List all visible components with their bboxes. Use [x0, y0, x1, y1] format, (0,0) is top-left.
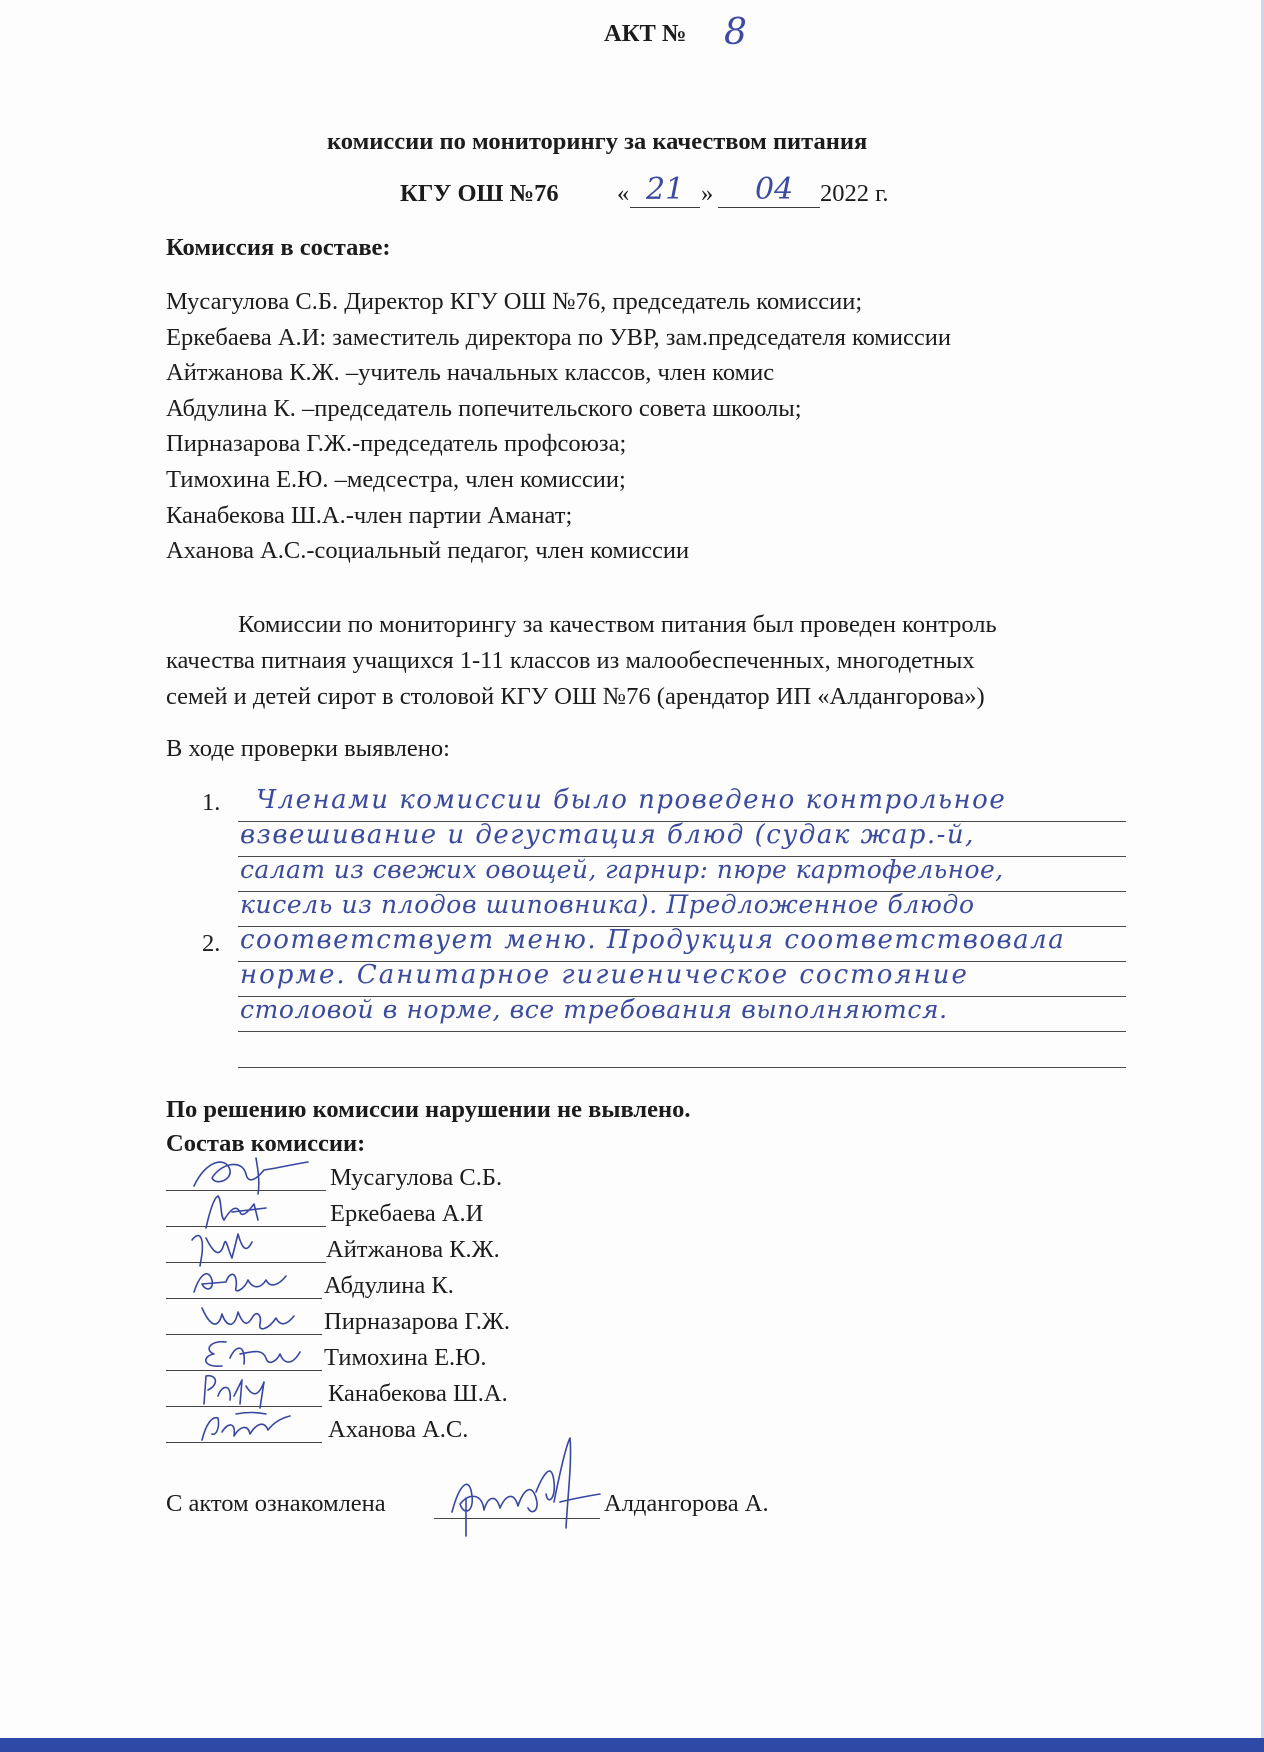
signatory-name: Тимохина Е.Ю. — [324, 1344, 487, 1371]
handwritten-finding-line: соответствует меню. Продукция соответствовала — [240, 925, 1066, 955]
body-line: качества питнаия учащихся 1-11 классов из малообеспеченных, многодетных — [166, 647, 975, 674]
date-year: 2022 г. — [820, 180, 889, 207]
ruled-line — [238, 1067, 1126, 1068]
signature-mark — [196, 1368, 276, 1410]
acknowledgement-label: С актом ознакомлена — [166, 1490, 386, 1517]
signatory-name: Канабекова Ш.А. — [328, 1380, 508, 1407]
handwritten-finding-line: салат из свежих овощей, гарнир: пюре картофельное, — [240, 855, 1004, 884]
acknowledgement-name: Алдангорова А. — [604, 1490, 769, 1517]
member-line: Айтжанова К.Ж. –учитель начальных классов, член комис — [166, 359, 775, 386]
member-line: Аханова А.С.-социальный педагог, член комиссии — [166, 537, 690, 564]
date-day-handwritten: 21 — [646, 172, 685, 207]
commission-decision: По решению комиссии нарушении не вывлено. — [166, 1096, 691, 1123]
member-line: Канабекова Ш.А.-член партии Аманат; — [166, 502, 573, 529]
scan-edge-bottom — [0, 1738, 1264, 1752]
body-line: семей и детей сирот в столовой КГУ ОШ №76 (арендатор ИП «Алдангорова») — [166, 683, 985, 710]
signatory-name: Айтжанова К.Ж. — [326, 1236, 500, 1263]
member-line: Пирназарова Г.Ж.-председатель профсоюза; — [166, 430, 627, 457]
body-line: Комиссии по мониторингу за качеством питания был проведен контроль — [238, 611, 997, 638]
item-number: 1. — [202, 789, 221, 816]
quote-close: » — [701, 180, 714, 207]
act-label: АКТ № — [604, 20, 687, 47]
findings-heading: В ходе проверки выявлено: — [166, 735, 450, 762]
handwritten-finding-line: взвешивание и дегустация блюд (судак жар.-й, — [240, 820, 975, 850]
member-line: Абдулина К. –председатель попечительского совета шкоолы; — [166, 395, 802, 422]
month-underline — [718, 207, 820, 208]
item-number: 2. — [202, 930, 221, 957]
signature-mark — [436, 1432, 606, 1542]
member-line: Еркебаева А.И: заместитель директора по УВР, зам.председателя комиссии — [166, 324, 951, 351]
signatory-name: Пирназарова Г.Ж. — [324, 1308, 510, 1335]
quote-open: « — [617, 180, 630, 207]
handwritten-finding-line: норме. Санитарное гигиеническое состояние — [240, 960, 969, 990]
act-number-handwritten: 8 — [724, 12, 747, 53]
act-title: комиссии по мониторингу за качеством питания — [327, 128, 868, 155]
ruled-line — [238, 1031, 1126, 1032]
signatures-heading: Состав комиссии: — [166, 1130, 366, 1157]
signatory-name: Аханова А.С. — [328, 1416, 469, 1443]
signatory-name: Мусагулова С.Б. — [330, 1164, 503, 1191]
organization-name: КГУ ОШ №76 — [400, 180, 559, 207]
handwritten-finding-line: столовой в норме, все требования выполняются. — [240, 995, 948, 1024]
member-line: Мусагулова С.Б. Директор КГУ ОШ №76, председатель комиссии; — [166, 288, 863, 315]
commission-heading: Комиссия в составе: — [166, 234, 391, 261]
handwritten-finding-line: кисель из плодов шиповника). Предложенное блюдо — [240, 890, 975, 919]
day-underline — [630, 207, 700, 208]
signature-mark — [196, 1296, 306, 1338]
signature-mark — [196, 1406, 296, 1446]
signatory-name: Еркебаева А.И — [330, 1200, 484, 1227]
signatory-name: Абдулина К. — [324, 1272, 454, 1299]
member-line: Тимохина Е.Ю. –медсестра, член комиссии; — [166, 466, 626, 493]
date-month-handwritten: 04 — [755, 172, 794, 207]
handwritten-finding-line: Членами комиссии было проведено контрольное — [256, 785, 1007, 815]
